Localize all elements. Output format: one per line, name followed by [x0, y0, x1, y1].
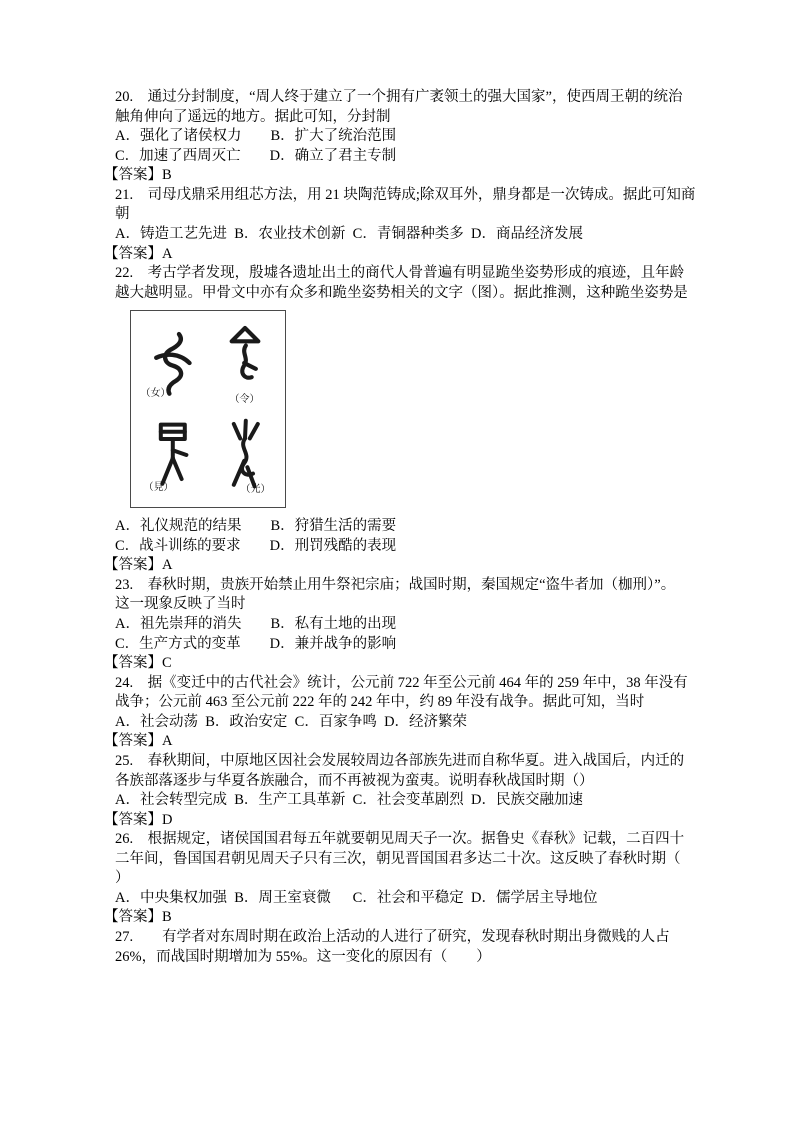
oracle-script-figure: [130, 310, 286, 508]
answer-line: 【答案】A: [104, 245, 173, 262]
oracle-cell-nu: [140, 328, 199, 399]
oracle-glyph-label: （令）: [229, 393, 260, 405]
question-options: A．祖先崇拜的消失 B．私有土地的出现 C．生产方式的变革 D．兼并战争的影响: [115, 616, 397, 652]
question-23: [104, 576, 686, 674]
question-options: A．社会动荡 B．政治安定 C．百家争鸣 D．经济繁荣: [115, 713, 468, 730]
question-24: [104, 674, 686, 752]
question-stem: 24. 据《变迁中的古代社会》统计，公元前 722 年至公元前 464 年的 259 年中，38 年没有 战争；公元前 463 至公元前 222 年的 242 年中，约 89 年没有战争。据此可知，当时: [115, 674, 688, 711]
question-stem: 23. 春秋时期，贵族开始禁止用牛祭祀宗庙；战国时期，秦国规定“盗牛者加（枷刑）”。 这一现象反映了当时: [115, 576, 676, 613]
question-stem: 26. 根据规定，诸侯国国君每五年就要朝见周天子一次。据鲁史《春秋》记载，二百四十 二年间，鲁国国君朝见周天子只有三次，朝见晋国国君多达二十次。这反映了春秋时期（ ）: [115, 831, 685, 887]
answer-line: 【答案】B: [104, 909, 172, 926]
question-20: [104, 88, 686, 186]
answer-line: 【答案】A: [104, 557, 173, 574]
oracle-glyph-label: （見）: [143, 481, 174, 493]
question-options: A．中央集权加强 B．周王室衰微 C．社会和平稳定 D．儒学居主导地位: [115, 889, 598, 906]
answer-line: 【答案】C: [104, 655, 172, 672]
oracle-glyph-jian-icon: [148, 418, 196, 492]
answer-line: 【答案】B: [104, 167, 172, 184]
question-stem: 25. 春秋期间，中原地区因社会发展较周边各部族先进而自称华夏。进入战国后，内迁的 各族部落逐步与华夏各族融合，而不再被视为蛮夷。说明春秋战国时期（）: [115, 752, 685, 789]
question-options: A．铸造工艺先进 B．农业技术创新 C．青铜器种类多 D．商品经济发展: [115, 225, 584, 242]
question-stem: 20. 通过分封制度，“周人终于建立了一个拥有广袤领土的强大国家”，使西周王朝的统治 触角伸向了遥远的地方。据此可知，分封制: [115, 89, 683, 125]
oracle-cell-jian: [143, 418, 196, 493]
question-options: A．强化了诸侯权力 B．扩大了统治范围 C．加速了西周灭亡 D．确立了君主专制: [115, 128, 397, 164]
oracle-glyph-label: （光）: [240, 483, 271, 495]
oracle-cell-ling: [220, 322, 270, 405]
question-options: A．社会转型完成 B．生产工具革新 C．社会变革剧烈 D．民族交融加速: [115, 792, 584, 809]
answer-line: 【答案】A: [104, 733, 173, 750]
question-27: [104, 928, 686, 967]
question-options: A．礼仪规范的结果 B．狩猎生活的需要 C．战斗训练的要求 D．刑罚残酷的表现: [115, 518, 397, 554]
question-21: [104, 186, 696, 264]
oracle-cell-guang: [221, 416, 269, 495]
question-stem: 21. 司母戊鼎采用组芯方法，用 21 块陶范铸成;除双耳外，鼎身都是一次铸成。据此可知商 朝: [115, 186, 696, 223]
question-stem: 22. 考古学者发现，殷墟各遗址出土的商代人骨普遍有明显跪坐姿势形成的痕迹，且年龄 越大越明显。甲骨文中亦有众多和跪坐姿势相关的文字（图）。据此推测，这种跪坐姿势是: [115, 265, 688, 301]
oracle-glyph-ling-icon: [220, 322, 270, 394]
answer-line: 【答案】D: [104, 811, 173, 828]
question-26: [104, 830, 686, 928]
question-stem: 27. 有学者对东周时期在政治上活动的人进行了研究，发现春秋时期出身微贱的人占 26%，而战国时期增加为 55%。这一变化的原因有（ ）: [115, 929, 670, 965]
question-25: [104, 752, 686, 830]
oracle-glyph-label: （女）: [140, 387, 171, 399]
question-22: [104, 264, 686, 576]
